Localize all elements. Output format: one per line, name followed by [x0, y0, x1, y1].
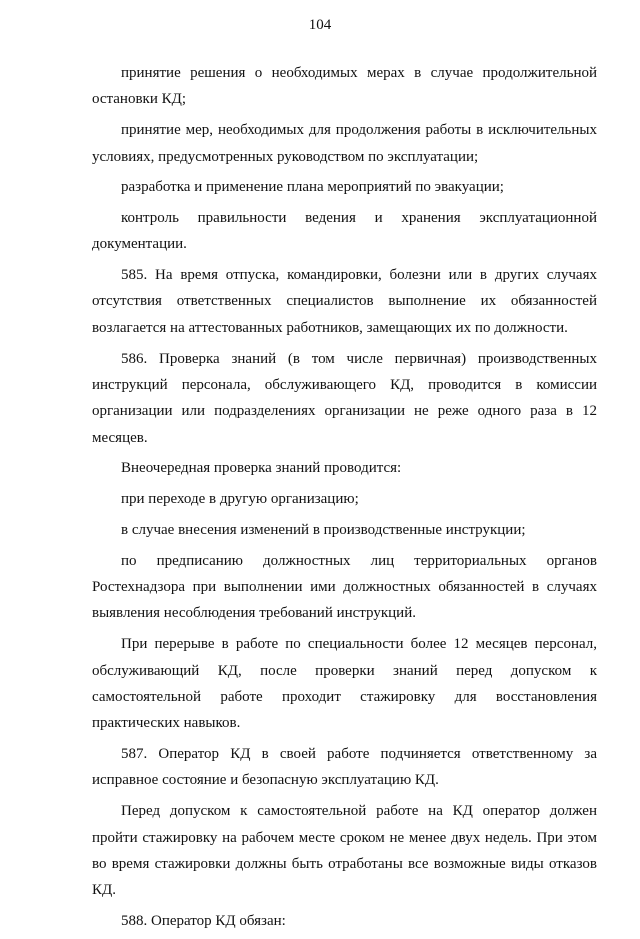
paragraph-587: 587. Оператор КД в своей работе подчиняется ответственному за исправное состояние и безопасную эксплуатацию КД.: [92, 746, 597, 789]
paragraph-transfer: при переходе в другую организацию;: [121, 491, 359, 508]
paragraph-rostekhnadzor: по предписанию должностных лиц территориальных органов Ростехнадзора при выполнении ими должностных обязанностей в случаях выявления несоблюдения требований инструкций.: [92, 552, 597, 622]
paragraph-extra-check: Внеочередная проверка знаний проводится:: [121, 460, 402, 477]
page-number: 104: [308, 17, 332, 33]
paragraph-measures-exceptional: принятие мер, необходимых для продолжения работы в исключительных условиях, предусмотренных руководством по эксплуатации;: [92, 122, 597, 165]
paragraph-instruction-changes: в случае внесения изменений в производственные инструкции;: [121, 521, 526, 538]
paragraph-documentation-control: контроль правильности ведения и хранения эксплуатационной документации.: [92, 209, 597, 253]
paragraph-work-break: При перерыве в работе по специальности более 12 месяцев персонал, обслуживающий КД, после проверки знаний перед допуском к самостоятельной работе проходит стажировку для восстановления практических навыков.: [92, 636, 597, 732]
paragraph-588: 588. Оператор КД обязан:: [121, 913, 286, 930]
paragraph-decision-stop: принятие решения о необходимых мерах в случае продолжительной остановки КД;: [92, 65, 597, 108]
paragraph-586: 586. Проверка знаний (в том числе первичная) производственных инструкций персонала, обслуживающего КД, проводится в комиссии организации или подразделениях организации не реже одного раза в 12 месяцев.: [92, 350, 597, 446]
paragraph-internship: Перед допуском к самостоятельной работе на КД оператор должен пройти стажировку на рабочем месте сроком не менее двух недель. При этом во время стажировки должны быть отработаны все возможные виды отказов КД.: [92, 803, 597, 899]
paragraph-585: 585. На время отпуска, командировки, болезни или в других случаях отсутствия ответственных специалистов выполнение их обязанностей возлагается на аттестованных работников, замещающих их по должности.: [92, 267, 597, 336]
document-body: [92, 60, 597, 939]
paragraph-evacuation-plan: разработка и применение плана мероприятий по эвакуации;: [121, 179, 504, 196]
